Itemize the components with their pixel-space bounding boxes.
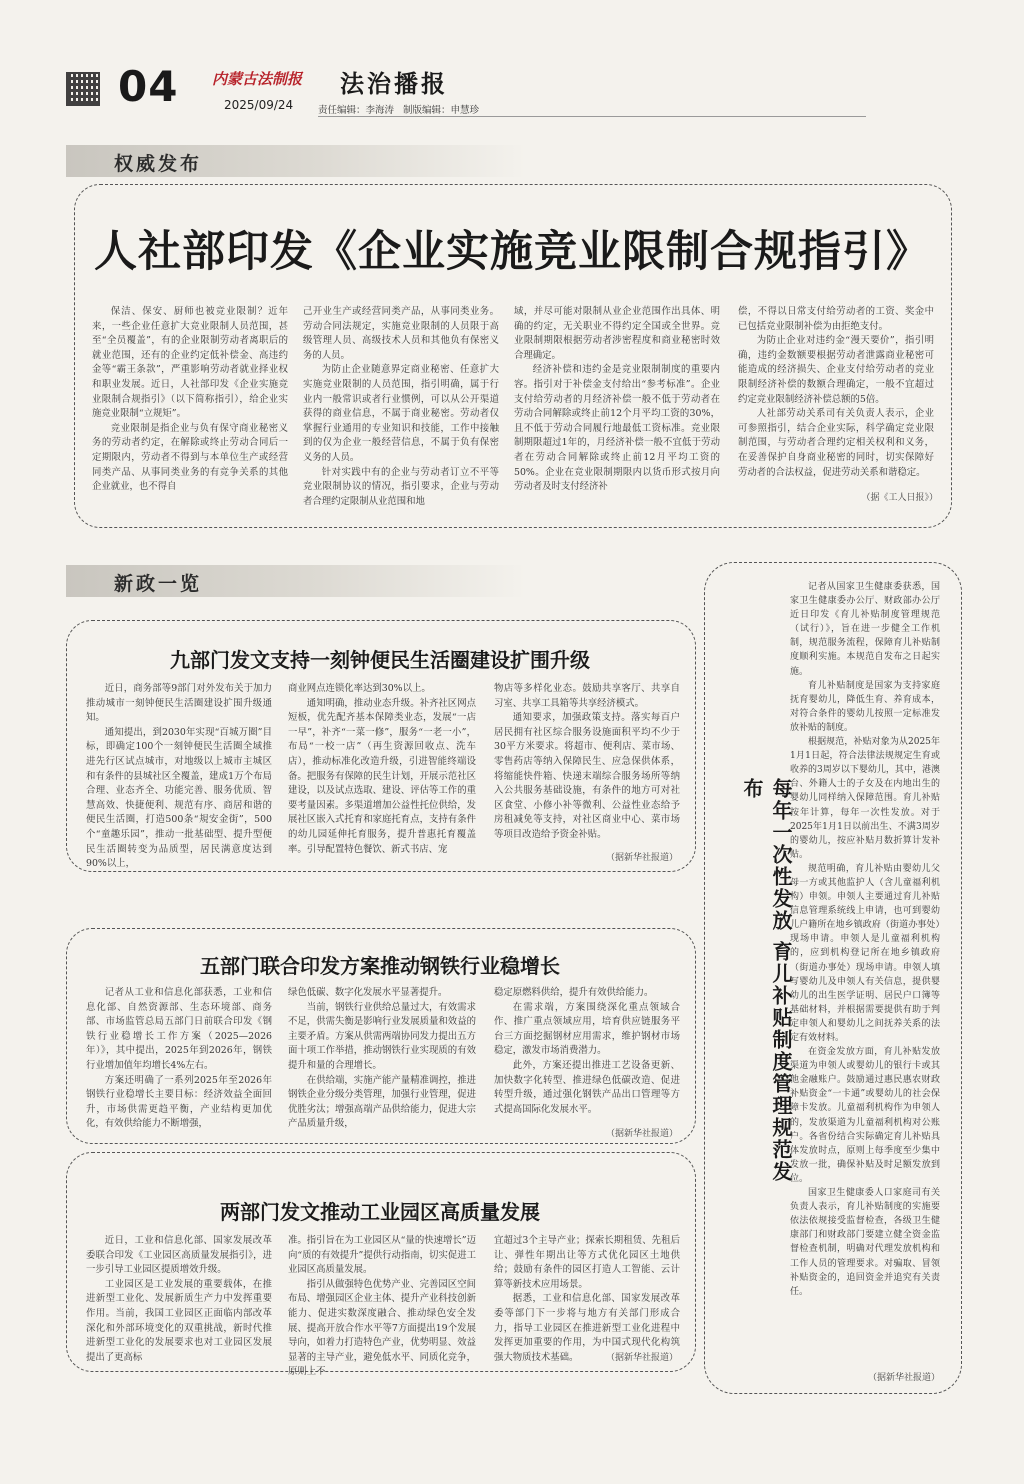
page-number: 04: [118, 62, 179, 111]
paragraph: 近日，商务部等9部门对外发布关于加力推动城市一刻钟便民生活圈建设扩围升级通知。: [86, 683, 272, 724]
issue-date: 2025/09/24: [224, 98, 294, 112]
paragraph: 绿色低碳、数字化发展水平显著提升。: [288, 987, 448, 998]
paragraph: 根据规范，补贴对象为从2025年1月1日起，符合法律法规规定生育或收养的3周岁以下婴幼儿，其中，港澳台、外籍人士的子女及在内地出生的婴幼儿同样纳入保障范围。育儿补贴按年计算，每年一次性发放。对于2025年1月1日以前出生、不满3周岁的婴幼儿，按应补贴月数折算计发补贴。: [790, 737, 940, 860]
paragraph: 物店等多样化业态。鼓励共享客厅、共享自习室、共享工具箱等共享经济模式。: [494, 683, 680, 709]
paragraph: 记者从国家卫生健康委获悉，国家卫生健康委办公厅、财政部办公厅近日印发《育儿补贴制度管理规范（试行）》，旨在进一步健全工作机制，规范服务流程，保障育儿补贴制度顺利实施。本规范自发布之日起实施。: [790, 582, 940, 677]
lead-column-1: [92, 305, 288, 495]
paragraph: 经济补偿和违约金是竞业限制制度的重要内容。指引对于补偿金支付给出“参考标准”。企业支付给劳动者的月经济补偿一般不低于劳动者在劳动合同解除或终止前12个月平均工资的30%，且不低于劳动合同履行地最低工资标准。竞业限制期限超过1年的，月经济补偿一般不宜低于劳动者在劳动合同解除或终止前12月平均工资的50%。企业在竞业限制期限内以货币形式按月向劳动者及时支付经济补: [514, 364, 720, 493]
banner-label: 权威发布: [114, 153, 203, 175]
story3-headline: 两部门发文推动工业园区高质量发展: [220, 1200, 540, 1224]
section-title: 法治播报: [340, 69, 448, 98]
paragraph: 当前，钢铁行业供给总量过大，有效需求不足，供需失衡是影响行业发展质量和效益的主要矛盾。方案从供需两端协同发力提出五方面十项工作举措，推动钢铁行业实现质的有效提升和量的合理增长。: [288, 1001, 476, 1071]
story3-column-1-text: [86, 1234, 272, 1365]
story2-column-2: [288, 986, 476, 1132]
story2-source: （据新华社报道）: [605, 1129, 678, 1139]
story2-headline: 五部门联合印发方案推动钢铁行业稳增长: [200, 954, 560, 978]
paragraph: 保洁、保安、厨师也被竞业限制？近年来，一些企业任意扩大竞业限制人员范围，甚至“全员覆盖”，有的企业限制劳动者离职后的就业范围，还有的企业约定低补偿金、高违约金等“霸王条款”，严重影响劳动者就业择业权和职业发展。近日，人社部印发《企业实施竞业限制合规指引》（以下简称指引），给企业实施竞业限制“立规矩”。: [92, 306, 288, 420]
paragraph: 通知要求，加强政策支持。落实每百户居民拥有社区综合服务设施面积平均不少于30平方米要求。将超市、便利店、菜市场、零售药店等纳入保障民生、应急保供体系，将缩能快件箱、快递末端综合服务场所等纳入公共服务基础设施，有条件的地方可对社区食堂、小修小补等微利、公益性业态给予房租减免等支持，对社区商业中心、菜市场等项目改造给予资金补贴。: [494, 712, 680, 840]
paragraph: 在需求端，方案围绕深化重点领域合作、推广重点领域应用，培育供应链服务平台三方面挖掘钢材应用需求，维护钢材市场稳定，激发市场消费潜力。: [494, 1001, 680, 1057]
side-column: [790, 580, 940, 1299]
lead-column-3: [514, 305, 720, 495]
story1-headline: 九部门发文支持一刻钟便民生活圈建设扩围升级: [170, 648, 590, 672]
story1-column-1: [86, 682, 272, 872]
paragraph: 通知明确，推动业态升级。补齐社区网点短板，优先配齐基本保障类业态，发展“一店一早”，补齐“一菜一修”，服务“一老一小”，布局“一校一店”（再生资源回收点、洗车店），推动标准化改造升级，引进智能终端设备。把服务有保障的民生计划，开展示范社区建设，以及试点选取、建设、评估等工作的重要考量因素。多渠道增加公益性托位供给，发展社区嵌入式托育和家庭托育点，支持有条件的幼儿园延伸托育服务，提升普惠托育覆盖率。引导配置特色餐饮、新式书店、宠: [288, 697, 476, 855]
story2-column-2-text: [288, 986, 476, 1132]
story1-column-2: [288, 682, 476, 857]
lead-column-2-text: [303, 305, 499, 509]
newspaper-brand: 内蒙古法制报: [212, 70, 303, 88]
paragraph: 人社部劳动关系司有关负责人表示，企业可参照指引，结合企业实际，科学确定竞业限制范围，与劳动者合理约定相关权利和义务，在妥善保护自身商业秘密的同时，切实保障好劳动者的合法权益，促进劳动关系和谐稳定。: [738, 408, 934, 478]
story1-source: （据新华社报道）: [605, 853, 678, 863]
banner-label: 新政一览: [114, 573, 203, 595]
story1-column-1-text: [86, 682, 272, 872]
paragraph: 在资金发放方面，育儿补贴发放渠道为申领人或婴幼儿的银行卡或其他金融账户。鼓励通过惠民惠农财政补贴资金“一卡通”或婴幼儿的社会保障卡发放。儿童福利机构作为申领人的，发放渠道为儿童福利机构对公账户。各省份结合实际确定育儿补贴具体发放时点，原则上每季度至少集中发放一批，确保补贴及时足额发放到位。: [790, 1047, 940, 1184]
paragraph: 针对实践中有的企业与劳动者订立不平等竞业限制协议的情况，指引要求，企业与劳动者合理约定限制从业范围和地: [303, 466, 499, 507]
paragraph: 准。指引旨在为工业园区从“量的快速增长”迈向“质的有效提升”提供行动指南，切实促进工业园区高质量发展。: [288, 1235, 476, 1276]
paragraph: 国家卫生健康委人口家庭司有关负责人表示，育儿补贴制度的实施要依法依规接受监督检查，各级卫生健康部门和财政部门要建立健全资金监督检查机制，明确对代理发放机构和工作人员的管理要求。对骗取、冒领补贴资金的，追回资金并追究有关责任。: [790, 1188, 940, 1297]
side-source: （据新华社报道）: [867, 1373, 940, 1383]
story2-column-3-text: [494, 986, 680, 1117]
paragraph: 为防止企业随意界定商业秘密、任意扩大实施竞业限制的人员范围，指引明确，属于行业内一般常识或者行业惯例，可以从公开渠道获得的商业信息，不属于商业秘密。劳动者仅掌握行业通用的专业知识和技能，工作中接触到的仅为企业一般经营信息，不属于负有保密义务的人员。: [303, 364, 499, 463]
paragraph: 规范明确，育儿补贴由婴幼儿父母一方或其他监护人（含儿童福利机构）申领。申领人主要通过育儿补贴信息管理系统线上申请，也可到婴幼儿户籍所在地乡镇政府（街道办事处）现场申请。申领人是儿童福利机构的，应到机构登记所在地乡镇政府（街道办事处）现场申请。申领人填写婴幼儿及申领人有关信息，提供婴幼儿的出生医学证明、居民户口簿等基础材料，并根据需要提供有助于判定申领人和婴幼儿之间抚养关系的法定有效材料。: [790, 863, 940, 1043]
lead-source: （据《工人日报》）: [861, 493, 938, 503]
story1-column-2-text: [288, 682, 476, 857]
story3-column-2-text: [288, 1234, 476, 1380]
paragraph: 方案还明确了一系列2025年至2026年钢铁行业稳增长主要目标：经济效益全面回升，市场供需更趋平衡，产业结构更加优化，有效供给能力不断增强，: [86, 1074, 272, 1130]
story1-column-3: [494, 682, 680, 843]
lead-column-1-text: [92, 305, 288, 495]
paragraph: 商业网点连锁化率达到30%以上。: [288, 683, 431, 694]
lead-column-3-text: [514, 305, 720, 495]
lead-column-4: [738, 305, 934, 480]
story3-column-1: [86, 1234, 272, 1365]
paragraph: 宜超过3个主导产业；探索长期租赁、先租后让、弹性年期出让等方式优化园区土地供给；鼓励有条件的园区打造人工智能、云计算等新技术应用场景。: [494, 1235, 680, 1290]
qr-code: [66, 72, 100, 106]
section-banner-authority: [66, 145, 526, 177]
paragraph: 偿，不得以日常支付给劳动者的工资、奖金中已包括竞业限制补偿为由拒绝支付。: [738, 306, 934, 332]
story2-column-1-text: [86, 986, 272, 1132]
story3-column-3-text: [494, 1234, 680, 1365]
paragraph: 据悉，工业和信息化部、国家发展改革委等部门下一步将与地方有关部门形成合力，指导工业园区在推进新型工业化进程中发挥更加重要的作用，为中国式现代化构筑强大物质技术基础。: [494, 1293, 680, 1363]
paragraph: 育儿补贴制度是国家为支持家庭抚育婴幼儿，降低生育、养育成本，对符合条件的婴幼儿按照一定标准发放补贴的制度。: [790, 680, 940, 733]
paragraph: 工业园区是工业发展的重要载体，在推进新型工业化、发展新质生产力中发挥重要作用。当前，我国工业园区正面临内部改革深化和外部环境变化的双重挑战，新时代推进新型工业化的发展要求也对工业园区发展提出了更高标: [86, 1278, 272, 1363]
paragraph: 此外，方案还提出推进工艺设备更新、加快数字化转型、推进绿色低碳改造、促进转型升级，通过强化钢铁产品出口管理等方式提高国际化发展水平。: [494, 1059, 680, 1115]
lead-column-4-text: [738, 305, 934, 480]
paragraph: 稳定原燃料供给，提升有效供给能力。: [494, 987, 654, 998]
paragraph: 为防止企业对违约金“漫天要价”，指引明确，违约金数额要根据劳动者泄露商业秘密可能造成的经济损失、企业支付给劳动者的竞业限制经济补偿的数额合理确定，一般不宜超过约定竞业限制经济补偿总额的5倍。: [738, 335, 934, 405]
paragraph: 记者从工业和信息化部获悉，工业和信息化部、自然资源部、生态环境部、商务部、市场监管总局五部门日前联合印发《钢铁行业稳增长工作方案（2025—2026年）》，其中提出，2025年到2026年，钢铁行业增加值年均增长4%左右。: [86, 987, 272, 1071]
paragraph: 指引从做强特色优势产业、完善园区空间布局、增强园区企业主体、提升产业科技创新能力、促进实数深度融合、推动绿色安全发展、提高开放合作水平等7方面提出19个发展导向，如着力打造特色产业，优势明显、效益显著的主导产业，避免低水平、同质化竞争，原则上不: [288, 1278, 476, 1378]
paragraph: 竞业限制是指企业与负有保守商业秘密义务的劳动者约定，在解除或终止劳动合同后一定期限内，劳动者不得到与本单位生产或经营同类产品、从事同类业务的有竞争关系的其他企业就业，也不得自: [92, 422, 288, 493]
story1-column-3-text: [494, 682, 680, 843]
section-banner-policy: [66, 565, 526, 597]
story3-column-2: [288, 1234, 476, 1380]
story3-source: （据新华社报道）: [605, 1353, 678, 1363]
side-column-text: [790, 580, 940, 1299]
editors-line: 责任编辑：李海涛 制版编辑：申慧珍: [318, 105, 480, 116]
lead-headline: 人社部印发《企业实施竞业限制合规指引》: [94, 227, 930, 277]
side-headline: 每年一次性发放 育儿补贴制度管理规范发布: [740, 778, 793, 1183]
story2-column-3: [494, 986, 680, 1117]
paragraph: 己开业生产或经营同类产品，从事同类业务。劳动合同法规定，实施竞业限制的人员限于高级管理人员、高级技术人员和其他负有保密义务的人员。: [303, 306, 499, 361]
masthead-rule: [318, 116, 866, 117]
story2-column-1: [86, 986, 272, 1132]
paragraph: 在供给端，实施产能产量精准调控，推进钢铁企业分级分类管理，加强行业管理，促进优胜劣汰；增强高端产品供给能力，促进大宗产品质量升级，: [288, 1074, 476, 1130]
story3-column-3: [494, 1234, 680, 1365]
paragraph: 域，并尽可能对限制从业企业范围作出具体、明确的约定，无关职业不得约定全国或全世界。竞业限制期限根据劳动者涉密程度和商业秘密时效合理确定。: [514, 306, 720, 361]
paragraph: 近日，工业和信息化部、国家发展改革委联合印发《工业园区高质量发展指引》，进一步引导工业园区提质增效升级。: [86, 1235, 272, 1276]
lead-column-2: [303, 305, 499, 509]
paragraph: 通知提出，到2030年实现“百城万圈”目标，即确定100个一刻钟便民生活圈全域推进先行区试点城市，对地级以上城市主城区和有条件的县城社区全覆盖，建成1万个布局合理、业态齐全、功能完善、服务优质、智慧高效、快捷便利、规范有序、商居和谐的便民生活圈，打造500条“規安金街”，500个“童趣乐园”，推动一批基础型、提升型便民生活圈转变为品质型，居民满意度达到90%以上，: [86, 726, 272, 870]
